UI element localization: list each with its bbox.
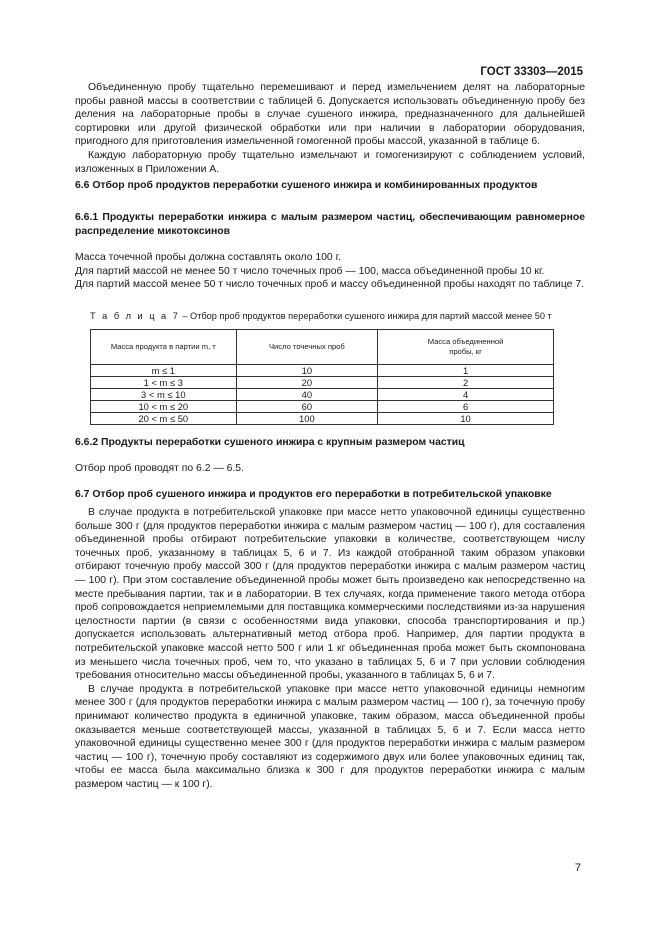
table-row bbox=[91, 365, 554, 377]
table-cell: 10 bbox=[378, 413, 554, 425]
document-id: ГОСТ 33303—2015 bbox=[480, 66, 583, 78]
column-header: Масса продукта в партии m, т bbox=[91, 330, 237, 365]
table-cell: 1 < m ≤ 3 bbox=[91, 377, 237, 389]
paragraph: Отбор проб проводят по 6.2 — 6.5. bbox=[75, 463, 244, 474]
paragraph: Масса точечной пробы должна составлять около 100 г. bbox=[75, 252, 341, 263]
column-header: Масса объединенной пробы, кг bbox=[378, 330, 554, 365]
table-cell: 1 bbox=[378, 365, 554, 377]
paragraph: Каждую лабораторную пробу тщательно измельчают и гомогенизируют с соблюдением условий, изложенных в Приложении А. bbox=[75, 149, 585, 175]
paragraph: Для партий массой не менее 50 т число точечных проб — 100, масса объединенной пробы 10 кг. bbox=[75, 265, 545, 277]
table-cell: 6 bbox=[378, 401, 554, 413]
section-6-6-2 bbox=[75, 436, 585, 450]
table-cell: 3 < m ≤ 10 bbox=[91, 389, 237, 401]
table-row bbox=[91, 389, 554, 401]
table-caption bbox=[90, 311, 552, 321]
table-cell: 60 bbox=[236, 401, 378, 413]
section-heading: 6.6.2 Продукты переработки сушеного инжира с крупным размером частиц bbox=[75, 437, 465, 448]
table-cell: 100 bbox=[236, 413, 378, 425]
section-6-7 bbox=[75, 488, 585, 502]
table-row bbox=[91, 401, 554, 413]
table-row bbox=[91, 377, 554, 389]
table-cell: 2 bbox=[378, 377, 554, 389]
table-header-row bbox=[91, 330, 554, 365]
table-cell: m ≤ 1 bbox=[91, 365, 237, 377]
table-label: Т а б л и ц а 7 bbox=[90, 311, 180, 321]
block-intro bbox=[75, 81, 585, 176]
table-cell: 10 < m ≤ 20 bbox=[91, 401, 237, 413]
table-row bbox=[91, 413, 554, 425]
section-heading: 6.6.1 Продукты переработки инжира с малым размером частиц, обеспечивающим равномерное распределение микотоксинов bbox=[75, 212, 585, 237]
paragraph: В случае продукта в потребительской упаковке при массе нетто упаковочной единицы немногим менее 300 г (для продуктов переработки инжира с малым размером частиц — 100 г), за точечную пробу принимают количество продукта в единичной упаковке, таким образом, масса объединенной пробы оказывается меньше соответствующей массы, указанной в таблицах 5, 6 и 7. Если масса нетто упаковочной единицы существенно менее 300 г (для продуктов переработки инжира с малым размером частиц — 100 г), точечную пробу составляют из содержимого двух или более упаковочных единиц так, чтобы ее масса была максимально близка к 300 г для продуктов переработки инжира с малым размером частиц — к 100 г). bbox=[75, 683, 585, 790]
section-6-6-1-body bbox=[75, 251, 585, 292]
section-6-6 bbox=[75, 179, 585, 193]
section-6-6-1 bbox=[75, 211, 585, 238]
section-6-6-2-body bbox=[75, 462, 585, 476]
table-cell: 20 < m ≤ 50 bbox=[91, 413, 237, 425]
page-number: 7 bbox=[574, 862, 581, 874]
table-title: – Отбор проб продуктов переработки сушеного инжира для партий массой менее 50 т bbox=[179, 311, 552, 321]
paragraph: Для партий массой менее 50 т число точечных проб и массу объединенной пробы находят по таблице 7. bbox=[75, 279, 584, 291]
column-header: Число точечных проб bbox=[236, 330, 378, 365]
table-cell: 4 bbox=[378, 389, 554, 401]
section-heading: 6.6 Отбор проб продуктов переработки сушеного инжира и комбинированных продуктов bbox=[75, 180, 538, 191]
paragraph: Объединенную пробу тщательно перемешивают и перед измельчением делят на лабораторные пробы равной массы в соответствии с таблицей 6. Допускается использовать объединенную пробу без деления на лабораторные пробы в случае сушеного инжира, предназначенного для дальнейшей сортировки или другой физической обработки или при наличии в лаборатории оборудования, пригодного для приготовления измельченной гомогенной пробы массой, указанной в таблице 6. bbox=[75, 82, 585, 148]
table-cell: 40 bbox=[236, 389, 378, 401]
table-cell: 20 bbox=[236, 377, 378, 389]
table-7 bbox=[90, 329, 554, 425]
paragraph: В случае продукта в потребительской упаковке при массе нетто упаковочной единицы существенно больше 300 г (для продуктов переработки инжира с малым размером частиц — 100 г), для составления объединенной пробы отбирают потребительские упаковки в количестве, соответствующем числу точечных проб, указанному в таблицах 5, 6 и 7. Из каждой отобранной таким образом упаковки отбирают точечную пробу массой 300 г (для продуктов переработки инжира с малым размером частиц — 100 г). При этом составление объединенной пробы может быть произведено как непосредственно на месте пребывания партии, так и в лаборатории. В тех случаях, когда применение такого метода отбора проб сопровождается неприемлемыми для поставщика коммерческими последствиями из-за нарушения целостности партии (в связи с особенностями вида упаковки, способа транспортирования и пр.) допускается использовать альтернативный метод отбора проб. Например, для партии продукта в потребительской упаковке массой нетто 500 г или 1 кг объединенная проба может быть скомпонована из меньшего числа точечных проб, чем то, что указано в таблицах 5, 6 и 7 при условии соблюдения требования относительно массы объединенной пробы, указанного в таблицах 5, 6 и 7. bbox=[75, 507, 585, 682]
section-6-7-body bbox=[75, 506, 585, 791]
section-heading: 6.7 Отбор проб сушеного инжира и продуктов его переработки в потребительской упаковке bbox=[75, 489, 552, 500]
table-cell: 10 bbox=[236, 365, 378, 377]
